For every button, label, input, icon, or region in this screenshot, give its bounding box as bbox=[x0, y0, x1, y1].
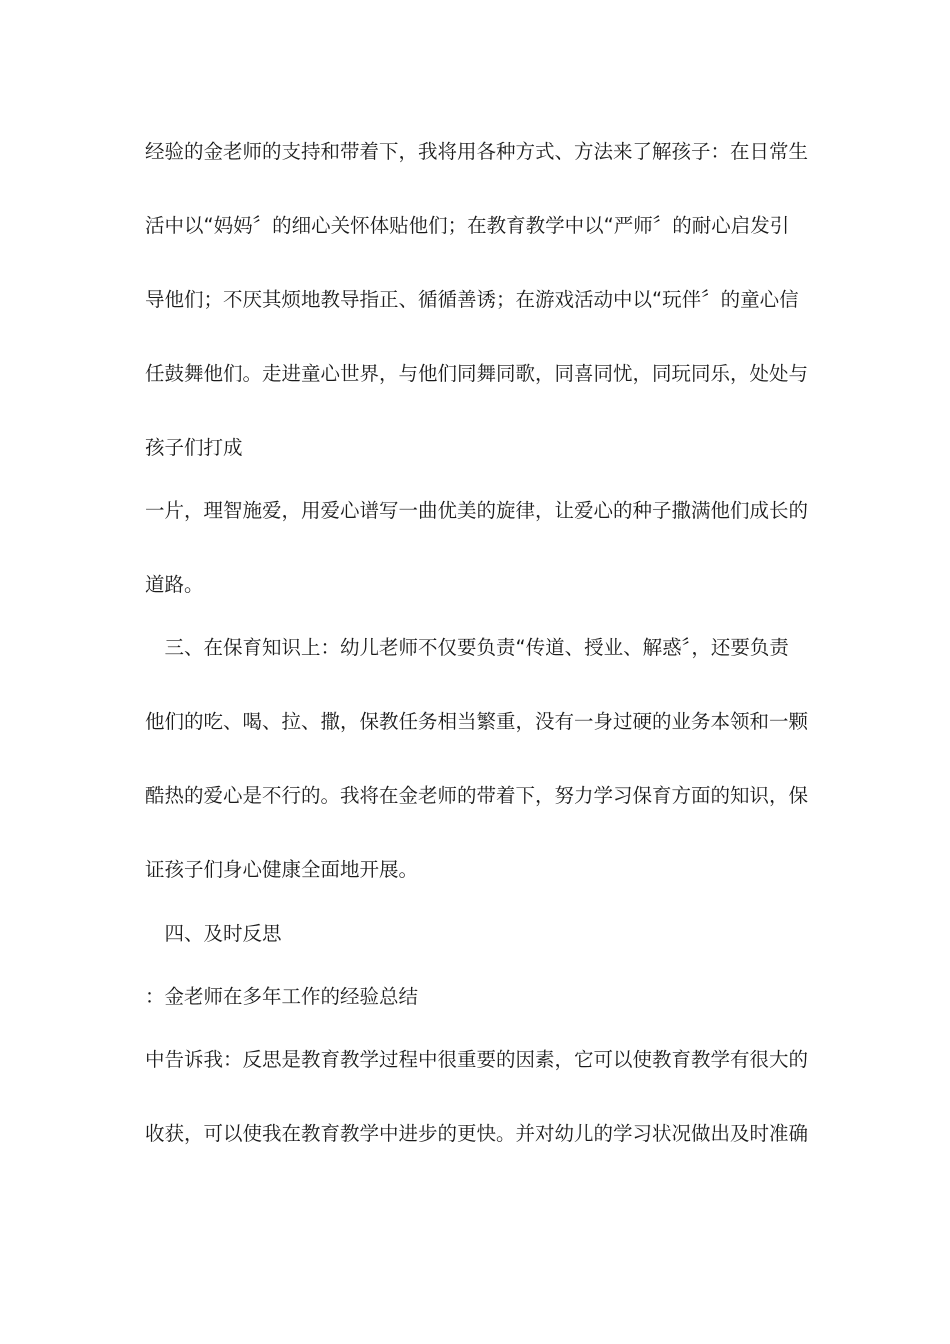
text-line: 经验的金老师的支持和带着下，我将用各种方式、方法来了解孩子：在日常生 bbox=[145, 140, 809, 163]
text-line: 中告诉我：反思是教育教学过程中很重要的因素，它可以使教育教学有很大的 bbox=[145, 1048, 809, 1071]
text-line: 孩子们打成 bbox=[145, 436, 243, 459]
text-line: 导他们；不厌其烦地教导指正、循循善诱；在游戏活动中以“玩伴〞的童心信 bbox=[145, 288, 799, 311]
text-line: 四、及时反思 bbox=[145, 922, 282, 945]
text-line: 任鼓舞他们。走进童心世界，与他们同舞同歌，同喜同忧，同玩同乐，处处与 bbox=[145, 362, 809, 385]
text-line: 酷热的爱心是不行的。我将在金老师的带着下，努力学习保育方面的知识，保 bbox=[145, 784, 809, 807]
text-line: 收获，可以使我在教育教学中进步的更快。并对幼儿的学习状况做出及时准确 bbox=[145, 1122, 809, 1145]
text-line: ：金老师在多年工作的经验总结 bbox=[145, 985, 419, 1008]
text-line: 活中以“妈妈〞的细心关怀体贴他们；在教育教学中以“严师〞的耐心启发引 bbox=[145, 214, 790, 237]
text-line: 证孩子们身心健康全面地开展。 bbox=[145, 858, 419, 881]
text-line: 一片，理智施爱，用爱心谱写一曲优美的旋律，让爱心的种子撒满他们成长的 bbox=[145, 499, 809, 522]
text-line: 道路。 bbox=[145, 573, 204, 596]
text-line: 三、在保育知识上：幼儿老师不仅要负责“传道、授业、解惑〞，还要负责 bbox=[145, 636, 789, 659]
text-line: 他们的吃、喝、拉、撒，保教任务相当繁重，没有一身过硬的业务本领和一颗 bbox=[145, 710, 809, 733]
